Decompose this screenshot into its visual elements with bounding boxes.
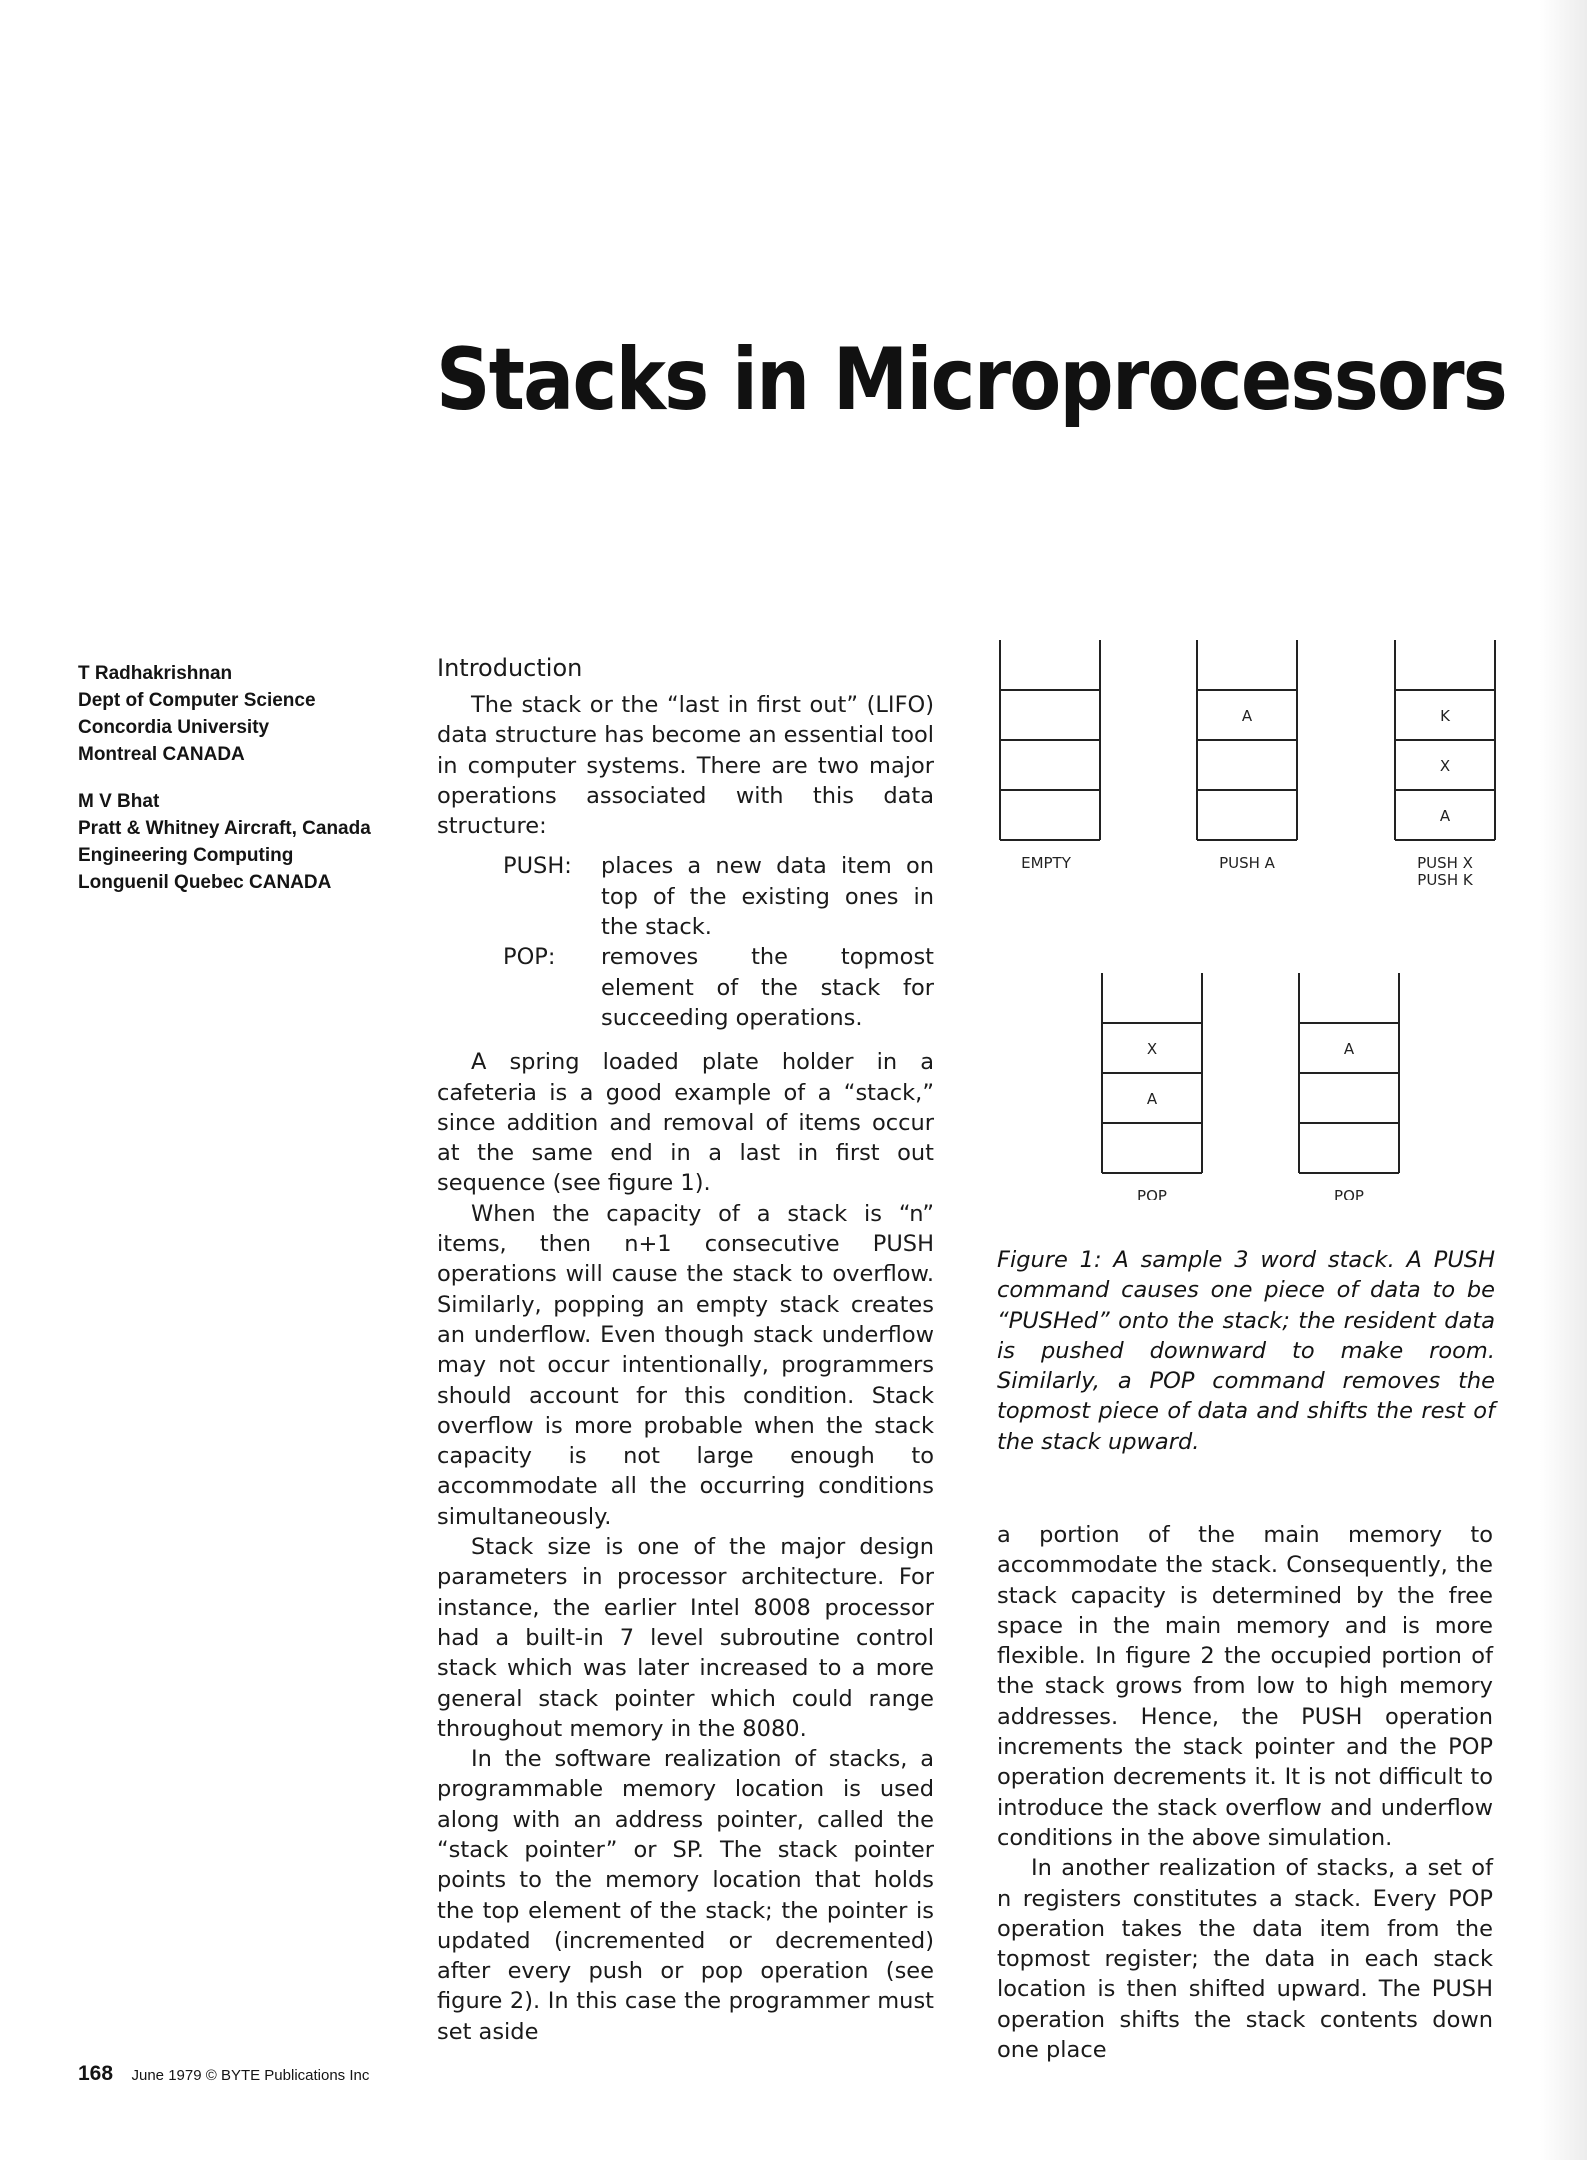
figure-1-stack-diagram — [980, 640, 1540, 1200]
stack-label: POP — [1334, 1187, 1364, 1200]
paragraph-3: When the capacity of a stack is “n” items, then n+1 consecutive PUSH operations will cause the stack to overflow. Similarly, popping an empty stack creates an underflow. Even though stack underflow may not occur intentionally, programmers should account for this condition. Stack overflow is more probable when the stack capacity is not large enough to accommodate all the occurring conditions simultaneously. — [437, 1200, 934, 1530]
copyright-line: June 1979 © BYTE Publications Inc — [131, 2067, 370, 2084]
body-column-3 — [997, 1520, 1493, 2065]
author-1-org: Concordia University — [78, 717, 270, 738]
author-2-name: M V Bhat — [78, 791, 160, 812]
author-list — [78, 660, 418, 916]
stack-cell-value: A — [1343, 1040, 1355, 1058]
author-1 — [78, 660, 418, 768]
paragraph-6: a portion of the main memory to accommodate the stack. Consequently, the stack capacity is determined by the free space in the main memory and is more flexible. In figure 2 the occupied portion of the stack grows from low to high memory addresses. Hence, the PUSH operation increments the stack pointer and the POP operation decrements it. It is not difficult to introduce the stack overflow and underflow conditions in the above simulation. — [997, 1522, 1493, 1851]
stack-label: PUSH K — [1417, 871, 1473, 889]
stack-3 — [1395, 640, 1495, 889]
page-edge-shadow — [1540, 0, 1587, 2160]
figure-1-caption: Figure 1: A sample 3 word stack. A PUSH command causes one piece of data to be “PUSHed” onto the stack; the resident data is pushed downward to make room. Similarly, a POP command removes the topmost piece of data and shifts the rest of the stack upward. — [997, 1247, 1495, 1455]
stack-label: PUSH X — [1417, 854, 1473, 872]
stack-cell-value: X — [1146, 1040, 1158, 1058]
stack-5 — [1299, 973, 1399, 1200]
stack-label: EMPTY — [1021, 854, 1071, 872]
section-heading-introduction: Introduction — [437, 654, 583, 682]
paragraph-4: Stack size is one of the major design parameters in processor architecture. For instance, the earlier Intel 8008 processor had a built-in 7 level subroutine control stack which was later increased to a more general stack pointer which could range throughout memory in the 8080. — [437, 1534, 934, 1742]
operation-pop — [437, 942, 934, 1033]
operation-pop-desc: removes the topmost element of the stack for succeeding operations. — [601, 944, 934, 1031]
author-1-dept: Dept of Computer Science — [78, 690, 316, 711]
author-1-name: T Radhakrishnan — [78, 663, 233, 684]
author-1-location: Montreal CANADA — [78, 744, 245, 765]
stack-label: PUSH A — [1219, 854, 1275, 872]
body-column-1 — [437, 652, 934, 2047]
author-2-dept: Engineering Computing — [78, 845, 294, 866]
stack-label: POP — [1137, 1187, 1167, 1200]
operation-push-term: PUSH: — [503, 853, 572, 880]
stack-cell-value: A — [1439, 807, 1451, 825]
paragraph-2: A spring loaded plate holder in a cafeteria is a good example of a “stack,” since addition and removal of items occur at the same end in a last in first out sequence (see figure 1). — [437, 1049, 934, 1197]
stack-cell-value: A — [1146, 1090, 1158, 1108]
page-number: 168 — [78, 2062, 114, 2085]
article-title: Stacks in Microprocessors — [436, 330, 1507, 430]
operation-push — [437, 851, 934, 942]
stack-cell-value: K — [1440, 707, 1450, 725]
stack-2 — [1197, 640, 1297, 872]
stack-4 — [1102, 973, 1202, 1200]
paragraph-5: In the software realization of stacks, a programmable memory location is used along with an address pointer, called the “stack pointer” or SP. The stack pointer points to the memory location that holds the top element of the stack; the pointer is updated (incremented or decremented) after every push or pop operation (see figure 2). In this case the programmer must set aside — [437, 1746, 934, 2045]
operation-pop-term: POP: — [503, 944, 556, 971]
stack-1 — [1000, 640, 1100, 872]
paragraph-1: The stack or the “last in first out” (LIFO) data structure has become an essential tool in computer systems. There are two major operations associated with this data structure: — [437, 692, 934, 840]
stack-cell-value: X — [1439, 757, 1451, 775]
author-2-location: Longuenil Quebec CANADA — [78, 872, 332, 893]
paragraph-7: In another realization of stacks, a set of n registers constitutes a stack. Every POP operation takes the data item from the topmost register; the data in each stack location is then shifted upward. The PUSH operation shifts the stack contents down one place — [997, 1855, 1493, 2064]
page-footer — [78, 2062, 369, 2086]
operation-push-desc: places a new data item on top of the existing ones in the stack. — [601, 853, 934, 941]
operations-list — [437, 851, 934, 1033]
stack-cell-value: A — [1241, 707, 1253, 725]
author-2-org: Pratt & Whitney Aircraft, Canada — [78, 818, 371, 839]
author-2 — [78, 788, 418, 896]
